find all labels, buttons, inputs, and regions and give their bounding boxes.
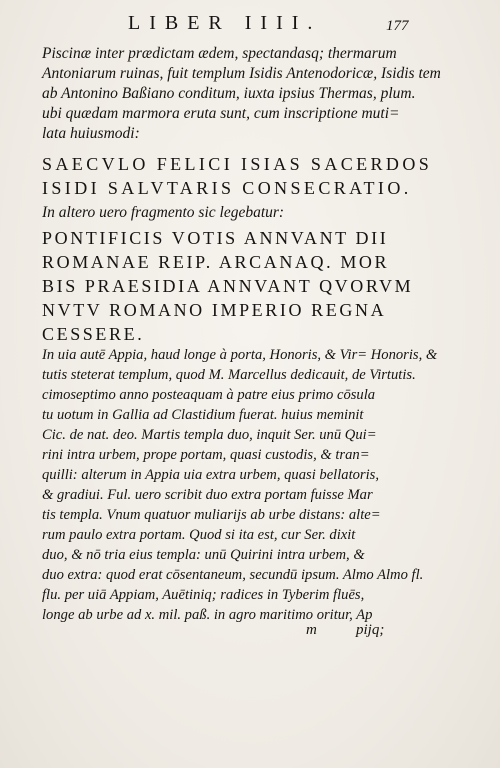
text-line: tu uotum in Gallia ad Clastidium fuerat. huius meminit xyxy=(42,407,364,423)
text-line: Cic. de nat. deo. Martis templa duo, inquit Ser. unū Qui= xyxy=(42,427,377,443)
paragraph-isis-temple xyxy=(42,44,462,144)
inscription-line: SAECVLO FELICI ISIAS SACERDOS xyxy=(42,154,433,174)
running-title: LIBER IIII. xyxy=(128,12,322,34)
inscription-pontificis xyxy=(42,226,462,346)
text-line: longe ab urbe ad x. mil. paß. in agro maritimo oritur, Ap xyxy=(42,607,373,623)
text-line: ab Antonino Baßiano conditum, iuxta ipsius Thermas, plum. xyxy=(42,85,416,102)
text-line: Piscinæ inter prædictam ædem, spectandasq; thermarum xyxy=(42,45,397,62)
inscription-line: PONTIFICIS VOTIS ANNVANT DII xyxy=(42,228,389,248)
text-line: cimoseptimo anno posteaquam à patre eius primo cōsula xyxy=(42,387,376,403)
text-line: quilli: alterum in Appia uia extra urbem, quasi bellatoris, xyxy=(42,467,379,483)
inscription-line: NVTV ROMANO IMPERIO REGNA xyxy=(42,300,387,320)
text-line: rini intra urbem, prope portam, quasi custodis, & tran= xyxy=(42,447,370,463)
text-line: duo, & nō tria eius templa: unū Quirini intra urbem, & xyxy=(42,547,365,563)
catchword: pijq; xyxy=(356,622,385,638)
text-line: ubi quædam marmora eruta sunt, cum inscriptione muti= xyxy=(42,105,400,122)
text-line: tutis steterat templum, quod M. Marcellus dedicauit, de Virtutis. xyxy=(42,367,416,383)
inscription-isis xyxy=(42,152,462,200)
text-line: duo extra: quod erat cōsentaneum, secundū ipsum. Almo Almo fl. xyxy=(42,567,424,583)
text-line: & gradiui. Ful. uero scribit duo extra portam fuisse Mar xyxy=(42,487,373,503)
text-line: flu. per uiā Appiam, Auētiniq; radices in Tyberim fluēs, xyxy=(42,587,365,603)
text-line: tis templa. Vnum quatuor muliarijs ab urbe distans: alte= xyxy=(42,507,381,523)
signature-mark: m xyxy=(306,622,317,638)
text-line: lata huiusmodi: xyxy=(42,125,140,142)
page-number: 177 xyxy=(386,18,409,34)
paragraph-via-appia xyxy=(42,345,462,625)
page-header xyxy=(0,12,500,38)
inscription-line: ROMANAE REIP. ARCANAQ. MOR xyxy=(42,252,390,272)
paragraph-fragment-intro xyxy=(42,203,462,223)
text-line: In altero uero fragmento sic legebatur: xyxy=(42,204,285,221)
inscription-line: ISIDI SALVTARIS CONSECRATIO. xyxy=(42,178,412,198)
text-line: rum paulo extra portam. Quod si ita est, cur Ser. dixit xyxy=(42,527,356,543)
text-line: In uia autē Appia, haud longe à porta, Honoris, & Vir= Honoris, & xyxy=(42,347,438,363)
inscription-line: BIS PRAESIDIA ANNVANT QVORVM xyxy=(42,276,414,296)
text-line: Antoniarum ruinas, fuit templum Isidis Antenodoricæ, Isidis tem xyxy=(42,65,441,82)
inscription-line: CESSERE. xyxy=(42,324,145,344)
